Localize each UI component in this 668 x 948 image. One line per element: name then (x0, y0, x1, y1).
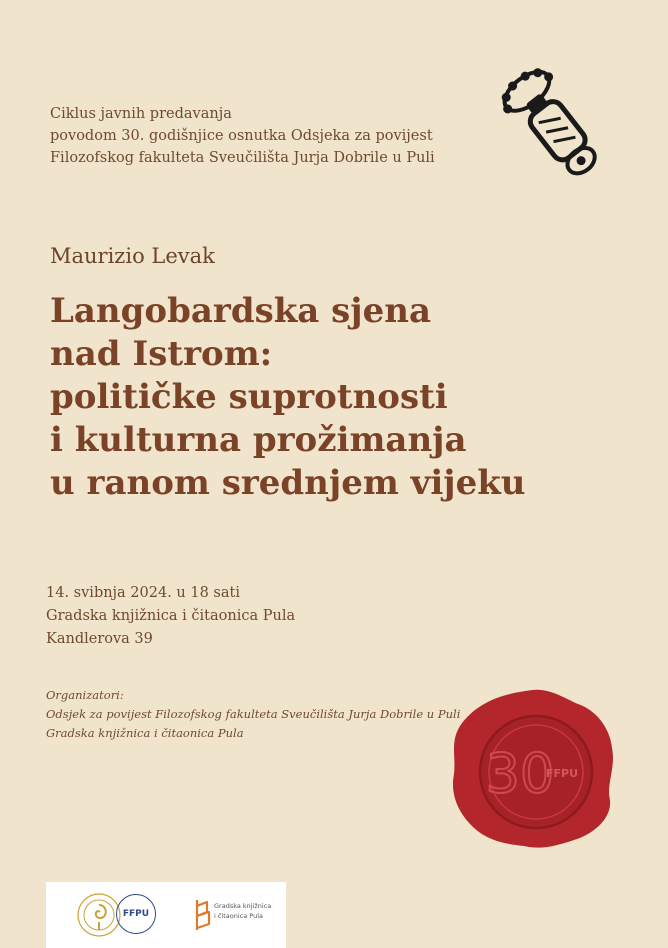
library-logo-text (214, 901, 271, 921)
logo-strip (46, 882, 286, 948)
title-line-5: u ranom srednjem vijeku (50, 463, 526, 503)
library-logo-line: i čitaonica Pula (214, 912, 264, 920)
title-line-1: Langobardska sjena (50, 291, 431, 331)
wax-seal-icon (446, 684, 618, 852)
title-line-4: i kulturna prožimanja (50, 420, 467, 460)
title-line-3: političke suprotnosti (50, 377, 448, 417)
organizers-label: Organizatori: (46, 688, 124, 702)
series-line-2: povodom 30. godišnjice osnutka Odsjeka za povijest (50, 128, 433, 144)
lecture-title (50, 290, 610, 505)
organizer-item: Odsjek za povijest Filozofskog fakulteta Sveučilišta Jurja Dobrile u Puli (46, 707, 461, 721)
seal-text: FFPU (545, 767, 579, 780)
organizer-item: Gradska knjižnica i čitaonica Pula (46, 726, 244, 740)
event-address: Kandlerova 39 (46, 631, 153, 647)
brooch-icon (490, 64, 618, 188)
event-details (46, 582, 295, 651)
library-logo-icon (194, 898, 212, 932)
organizers (46, 686, 460, 743)
series-line-1: Ciklus javnih predavanja (50, 106, 232, 122)
title-line-2: nad Istrom: (50, 334, 273, 374)
library-logo-line: Gradska knjižnica (214, 902, 272, 910)
ffpu-logo: FFPU (116, 894, 156, 934)
event-date: 14. svibnja 2024. u 18 sati (46, 585, 240, 601)
speaker-name: Maurizio Levak (50, 244, 215, 268)
lecture-series-intro (50, 103, 435, 169)
seal-number: 30 (485, 742, 555, 805)
event-venue: Gradska knjižnica i čitaonica Pula (46, 608, 296, 624)
series-line-3: Filozofskog fakulteta Sveučilišta Jurja Dobrile u Puli (50, 150, 435, 166)
